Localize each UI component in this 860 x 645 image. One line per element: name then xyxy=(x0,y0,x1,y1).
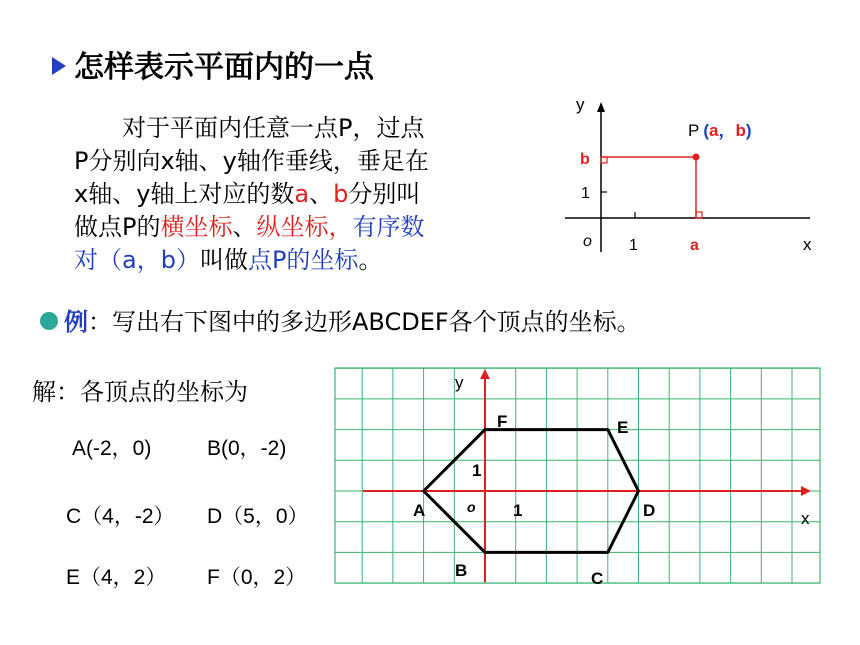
grid-x-arrow-icon xyxy=(801,486,811,496)
point-p-marker xyxy=(693,154,700,161)
small-y-tick-label: 1 xyxy=(581,185,590,202)
answer-heading: 解：各顶点的坐标为 xyxy=(32,378,248,406)
example-text: ：写出右下图中的多边形ABCDEF各个顶点的坐标。 xyxy=(88,308,641,336)
grid-origin-label: o xyxy=(467,499,476,515)
grid-y-tick-label: 1 xyxy=(472,461,482,480)
point-p-label xyxy=(688,121,752,141)
coord-d: D（5，0） xyxy=(207,505,309,528)
para-line-3 xyxy=(74,178,506,211)
para-text: 分别叫 xyxy=(348,180,421,208)
foot-a-label: a xyxy=(690,237,699,254)
example-label: 例 xyxy=(64,308,88,336)
example-prompt xyxy=(40,302,641,337)
para-var-b: b xyxy=(333,180,349,208)
para-text: 叫做 xyxy=(199,246,248,274)
para-line-1: 对于平面内任意一点P，过点 xyxy=(122,114,425,142)
small-coordinate-diagram xyxy=(560,92,840,262)
coord-e: E（4，2） xyxy=(66,566,167,589)
term-ordinate: 纵坐标 xyxy=(256,213,329,241)
point-coord-sep: ， xyxy=(718,121,736,140)
vertex-label-c: C xyxy=(591,569,604,588)
small-x-label: x xyxy=(803,235,812,254)
vertex-label-f: F xyxy=(497,412,508,431)
term-ordered-pair-cont: 对（a，b） xyxy=(74,246,200,274)
para-text: ， xyxy=(328,213,353,241)
small-x-tick-label: 1 xyxy=(629,237,638,254)
para-line-2: P分别向x轴、y轴作垂线，垂足在 xyxy=(74,147,429,175)
small-origin-label: o xyxy=(583,233,592,250)
para-text: 、 xyxy=(309,180,334,208)
grid-y-arrow-icon xyxy=(480,369,490,379)
coord-c: C（4，-2） xyxy=(66,505,175,528)
point-p-name: P xyxy=(688,121,700,140)
grid-y-label: y xyxy=(455,373,464,392)
small-y-label: y xyxy=(576,95,585,114)
arrow-bullet-icon xyxy=(52,57,66,75)
coord-b: B(0，-2) xyxy=(207,437,287,460)
para-var-a: a xyxy=(294,180,310,208)
point-coord-a: a xyxy=(709,121,719,140)
vertex-label-d: D xyxy=(643,501,656,520)
coord-a: A(-2，0) xyxy=(72,437,152,460)
grid-lines xyxy=(335,368,820,583)
para-line-5 xyxy=(74,244,506,277)
term-abscissa: 横坐标 xyxy=(160,213,233,241)
vertex-label-a: A xyxy=(413,501,426,520)
definition-paragraph xyxy=(74,112,506,277)
small-y-arrow-icon xyxy=(597,102,605,112)
para-text: 。 xyxy=(358,246,383,274)
right-angle-mark-x xyxy=(696,212,702,218)
coord-f: F（0，2） xyxy=(207,566,307,589)
para-line-4 xyxy=(74,211,506,244)
vertex-label-b: B xyxy=(455,561,468,580)
foot-b-label: b xyxy=(580,151,590,168)
grid-coordinate-diagram xyxy=(330,362,850,594)
para-text: 做点P的 xyxy=(74,213,161,241)
vertex-label-e: E xyxy=(617,418,629,437)
title-text: 怎样表示平面内的一点 xyxy=(74,50,374,85)
round-bullet-icon xyxy=(40,312,58,330)
right-angle-mark-y xyxy=(601,157,607,163)
para-text: x轴、y轴上对应的数 xyxy=(74,180,295,208)
point-coord-b: b xyxy=(735,121,746,140)
grid-x-label: x xyxy=(801,509,810,528)
point-paren-close: ) xyxy=(745,121,752,140)
term-ordered-pair: 有序数 xyxy=(352,213,425,241)
slide-title xyxy=(52,42,374,86)
point-paren-open: ( xyxy=(703,121,710,140)
term-point-coordinate: 点P的坐标 xyxy=(247,246,359,274)
para-text: 、 xyxy=(232,213,257,241)
grid-x-tick-label: 1 xyxy=(513,501,523,520)
